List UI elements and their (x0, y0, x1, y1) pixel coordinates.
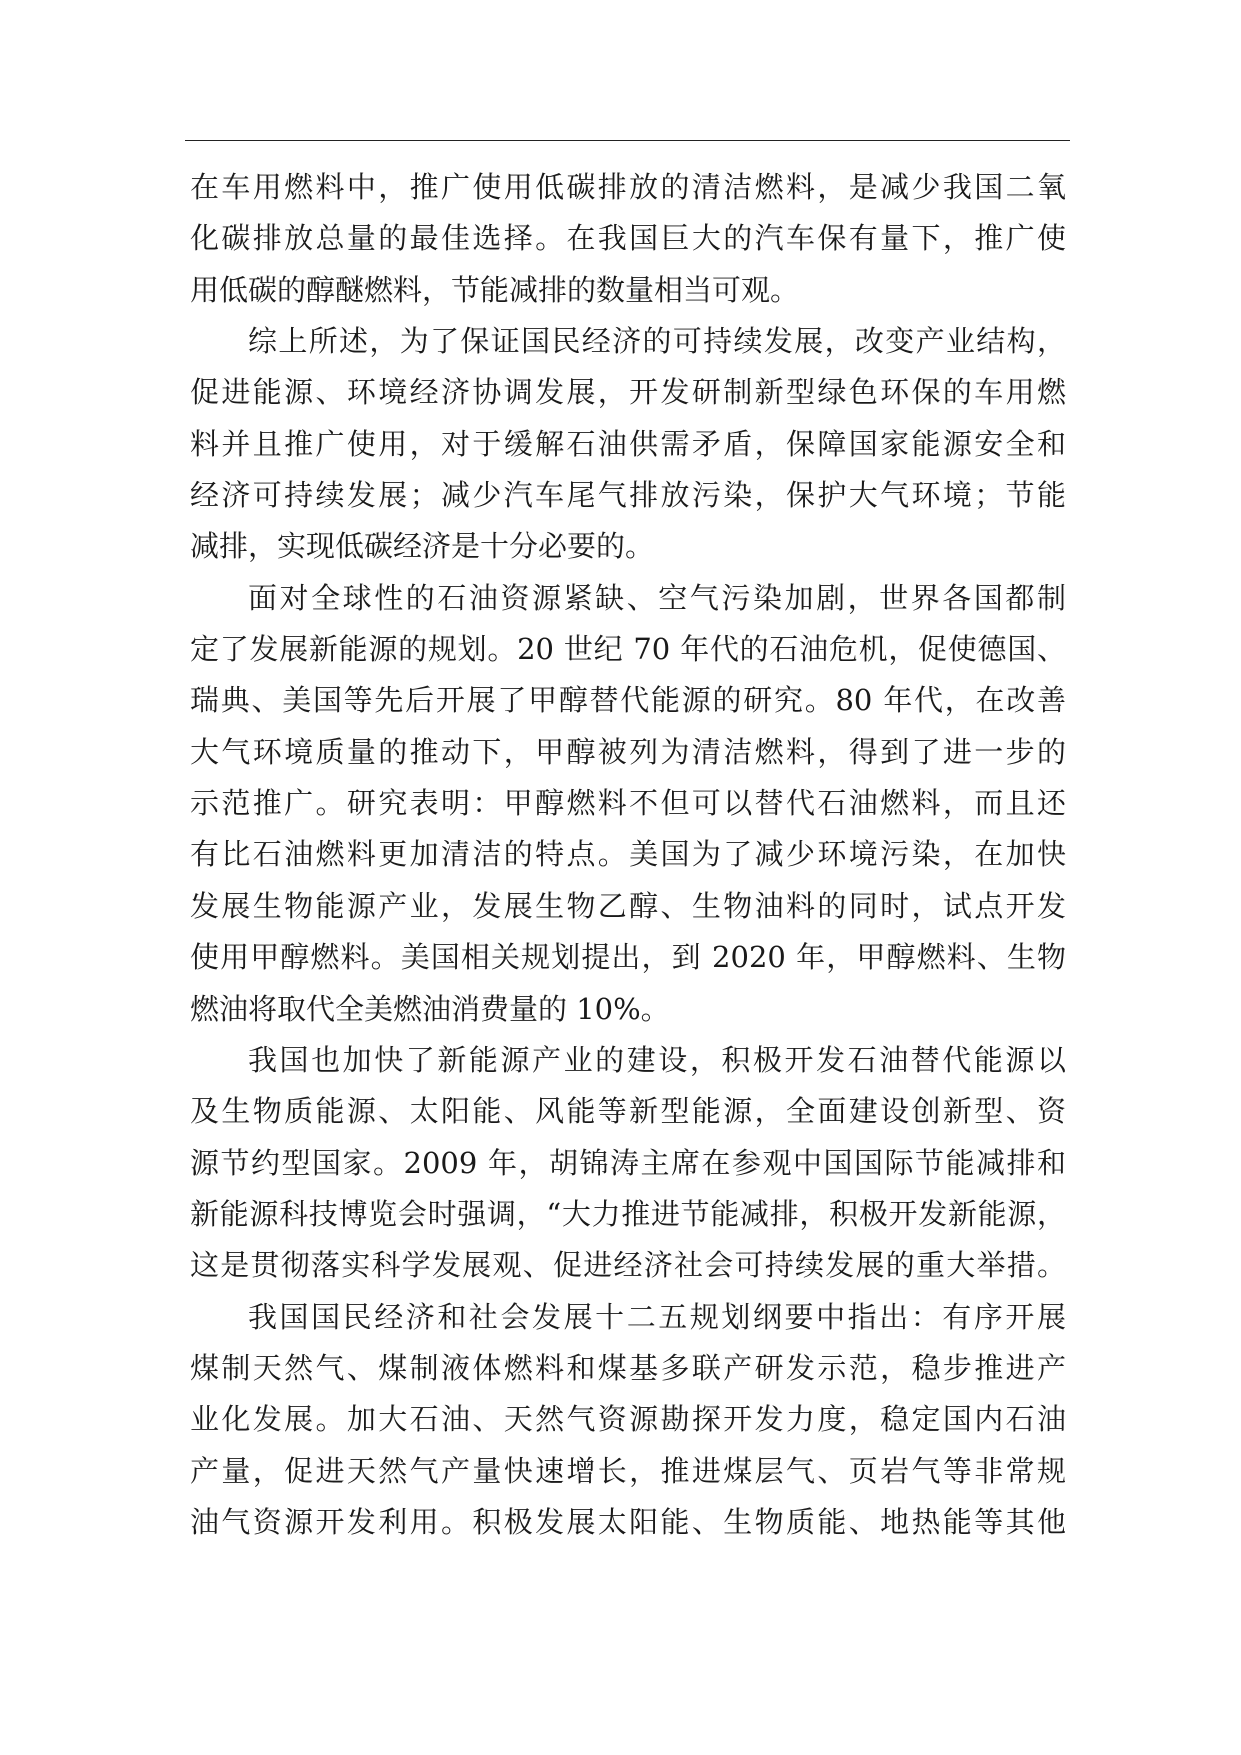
text-line: 促进能源、环境经济协调发展，开发研制新型绿色环保的车用燃 (190, 375, 1066, 410)
text-line: 燃油将取代全美燃油消费量的 10%。 (190, 991, 670, 1026)
text-line: 使用甲醇燃料。美国相关规划提出，到 2020 年，甲醇燃料、生物 (190, 940, 1066, 975)
text-line: 面对全球性的石油资源紧缺、空气污染加剧，世界各国都制 (248, 580, 1066, 615)
text-line: 定了发展新能源的规划。20 世纪 70 年代的石油危机，促使德国、 (190, 632, 1066, 667)
header-rule (185, 140, 1070, 141)
text-line: 发展生物能源产业，发展生物乙醇、生物油料的同时，试点开发 (190, 888, 1066, 923)
text-line: 化碳排放总量的最佳选择。在我国巨大的汽车保有量下，推广使 (190, 221, 1066, 256)
text-line: 有比石油燃料更加清洁的特点。美国为了减少环境污染，在加快 (190, 837, 1066, 872)
text-line: 我国国民经济和社会发展十二五规划纲要中指出：有序开展 (248, 1299, 1066, 1334)
body-text (190, 162, 1066, 1548)
text-line: 用低碳的醇醚燃料，节能减排的数量相当可观。 (190, 272, 800, 307)
text-line: 业化发展。加大石油、天然气资源勘探开发力度，稳定国内石油 (190, 1402, 1066, 1437)
text-line: 在车用燃料中，推广使用低碳排放的清洁燃料，是减少我国二氧 (190, 170, 1066, 204)
text-line: 大气环境质量的推动下，甲醇被列为清洁燃料，得到了进一步的 (190, 734, 1066, 769)
text-line: 源节约型国家。2009 年，胡锦涛主席在参观中国国际节能减排和 (190, 1145, 1066, 1180)
text-line: 这是贯彻落实科学发展观、促进经济社会可持续发展的重大举措。 (190, 1248, 1066, 1283)
text-line: 新能源科技博览会时强调，“大力推进节能减排，积极开发新能源， (190, 1196, 1066, 1231)
text-line: 综上所述，为了保证国民经济的可持续发展，改变产业结构， (248, 324, 1066, 359)
text-line: 瑞典、美国等先后开展了甲醇替代能源的研究。80 年代，在改善 (190, 683, 1066, 718)
text-line: 及生物质能源、太阳能、风能等新型能源，全面建设创新型、资 (190, 1094, 1066, 1129)
text-line: 煤制天然气、煤制液体燃料和煤基多联产研发示范，稳步推进产 (190, 1350, 1066, 1385)
text-line: 减排，实现低碳经济是十分必要的。 (190, 529, 655, 564)
text-line: 料并且推广使用，对于缓解石油供需矛盾，保障国家能源安全和 (190, 426, 1066, 461)
text-line: 我国也加快了新能源产业的建设，积极开发石油替代能源以 (248, 1042, 1066, 1077)
text-line: 示范推广。研究表明：甲醇燃料不但可以替代石油燃料，而且还 (190, 786, 1066, 821)
text-line: 产量，促进天然气产量快速增长，推进煤层气、页岩气等非常规 (190, 1453, 1066, 1488)
text-line: 油气资源开发利用。积极发展太阳能、生物质能、地热能等其他 (190, 1504, 1066, 1539)
text-line: 经济可持续发展；减少汽车尾气排放污染，保护大气环境；节能 (190, 478, 1066, 513)
